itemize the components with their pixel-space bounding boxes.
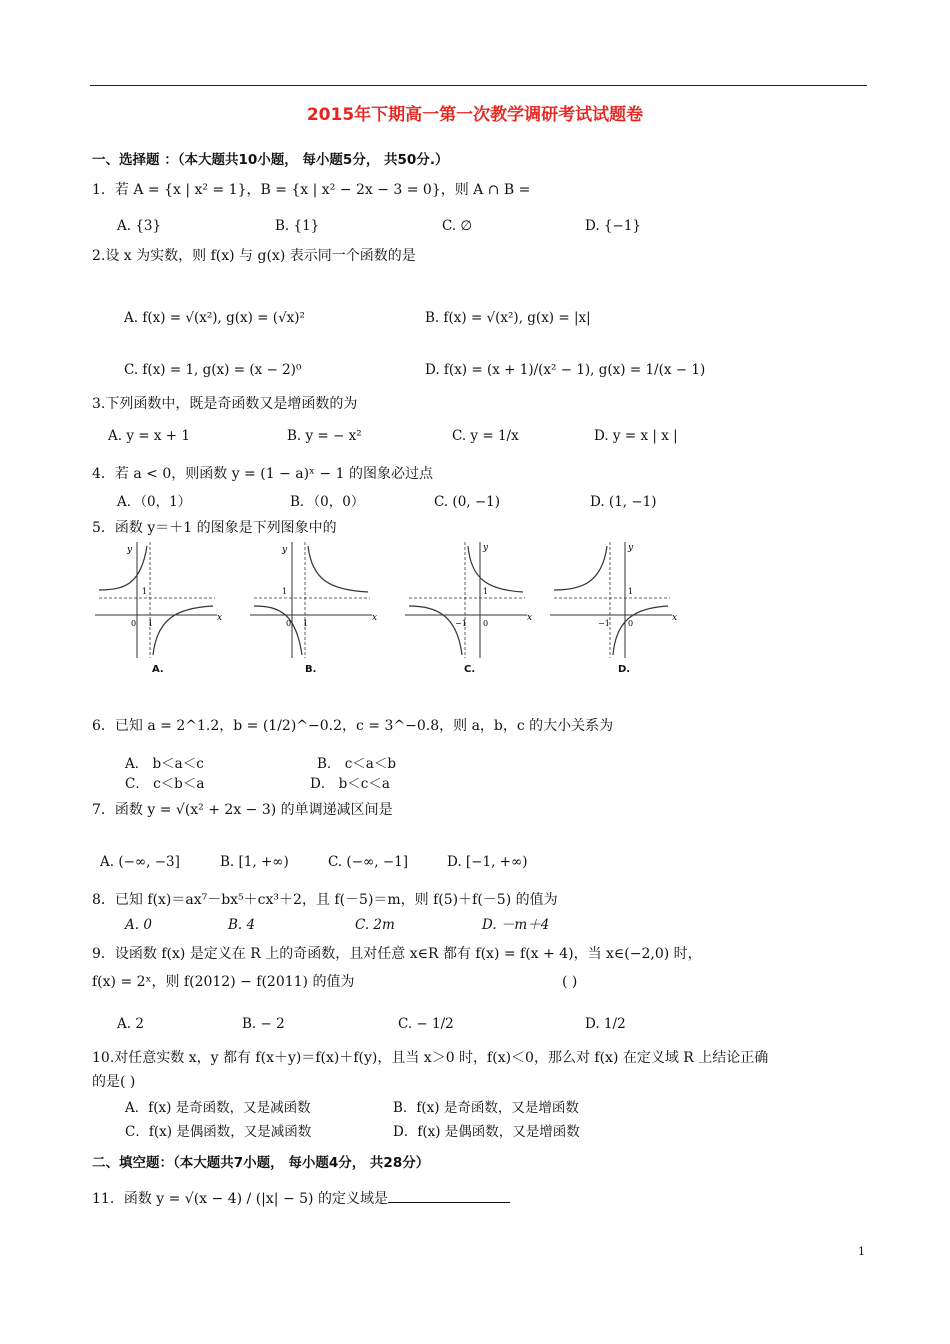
graph-b-y-label: y xyxy=(282,545,288,555)
page-title: 2015年下期高一第一次教学调研考试试题卷 xyxy=(306,105,644,125)
q4-option-d: D. (1, −1) xyxy=(590,494,657,510)
graph-a xyxy=(95,540,225,660)
q10-stem-line2: 的是( ) xyxy=(92,1074,136,1090)
q7-option-d: D. [−1, +∞) xyxy=(447,854,528,870)
graph-c-label: C. xyxy=(464,664,476,675)
graph-a-label: A. xyxy=(152,664,164,675)
q8-option-c: C. 2m xyxy=(355,917,395,933)
graph-b-tick-x: 1 xyxy=(303,619,309,628)
graph-c-curve-right xyxy=(468,546,523,592)
q10-option-a: A．f(x) 是奇函数，又是减函数 xyxy=(125,1100,311,1116)
q1-option-b: B. {1} xyxy=(275,218,320,234)
q6-stem: 6．已知 a = 2^1.2，b = (1/2)^−0.2，c = 3^−0.8，则 a，b，c 的大小关系为 xyxy=(92,718,614,734)
q9-stem-line2: f(x) = 2ˣ，则 f(2012) − f(2011) 的值为 xyxy=(92,974,355,990)
q7-option-a: A. (−∞, −3] xyxy=(100,854,180,870)
q10-stem-line1: 10.对任意实数 x，y 都有 f(x＋y)＝f(x)＋f(y)，且当 x＞0 时，f(x)＜0，那么对 f(x) 在定义域 R 上结论正确 xyxy=(92,1050,769,1066)
q2-option-d: D. f(x) = (x + 1)/(x² − 1), g(x) = 1/(x − 1) xyxy=(425,362,706,378)
q1-stem: 1．若 A = {x | x² = 1}，B = {x | x² − 2x − 3 = 0}，则 A ∩ B = xyxy=(92,182,531,198)
graph-c-tick-y: 1 xyxy=(483,587,489,596)
graph-d-origin: 0 xyxy=(628,619,634,628)
graph-a-tick-y: 1 xyxy=(142,587,148,596)
q9-option-a: A. 2 xyxy=(117,1016,144,1032)
top-rule xyxy=(90,85,867,86)
q1-option-c: C. ∅ xyxy=(442,218,473,234)
q2-option-c: C. f(x) = 1, g(x) = (x − 2)⁰ xyxy=(124,362,302,378)
graph-a-x-label: x xyxy=(217,613,223,623)
graph-c-x-label: x xyxy=(527,613,533,623)
graph-a-curve-left xyxy=(99,546,147,590)
q3-option-b: B. y = − x² xyxy=(287,428,362,444)
graph-b-curve-right xyxy=(308,546,368,592)
q4-option-b: B．（0，0） xyxy=(290,494,365,510)
section-1-heading: 一、选择题 ：（本大题共10小题， 每小题5分， 共50分.） xyxy=(92,152,449,168)
q9-option-b: B. − 2 xyxy=(242,1016,285,1032)
graph-a-origin: 0 xyxy=(131,619,137,628)
q6-option-d: D． b＜c＜a xyxy=(310,776,390,792)
q9-option-c: C. − 1/2 xyxy=(398,1016,454,1032)
q7-option-b: B. [1, +∞) xyxy=(220,854,289,870)
section-2-heading: 二、填空题：（本大题共7小题， 每小题4分， 共28分） xyxy=(92,1155,430,1171)
q11-row xyxy=(92,1188,510,1209)
q9-option-d: D. 1/2 xyxy=(585,1016,626,1032)
graph-c xyxy=(405,540,535,660)
graph-d-x-label: x xyxy=(672,613,678,623)
q4-stem: 4．若 a < 0，则函数 y = (1 − a)ˣ − 1 的图象必过点 xyxy=(92,466,433,482)
graph-d-tick-y: 1 xyxy=(628,587,634,596)
q1-option-a: A. {3} xyxy=(117,218,162,234)
q3-stem: 3.下列函数中，既是奇函数又是增函数的为 xyxy=(92,396,358,412)
q6-option-a: A． b＜a＜c xyxy=(125,756,204,772)
q7-stem: 7．函数 y = √(x² + 2x − 3) 的单调递减区间是 xyxy=(92,802,393,818)
graph-c-tick-x: −1 xyxy=(455,619,467,628)
q4-option-a: A．（0，1） xyxy=(117,494,192,510)
q2-option-b: B. f(x) = √(x²), g(x) = |x| xyxy=(425,310,591,326)
q10-option-c: C．f(x) 是偶函数，又是减函数 xyxy=(125,1124,312,1140)
q6-option-c: C． c＜b＜a xyxy=(125,776,205,792)
q1-option-d: D. {−1} xyxy=(585,218,642,234)
graph-a-curve-right xyxy=(153,606,213,655)
q6-option-b: B． c＜a＜b xyxy=(317,756,396,772)
q8-option-d: D. －m＋4 xyxy=(482,917,550,933)
q11-stem: 11．函数 y = √(x − 4) / (|x| − 5) 的定义域是 xyxy=(92,1191,388,1207)
q7-option-c: C. (−∞, −1] xyxy=(328,854,409,870)
graph-b-x-label: x xyxy=(372,613,378,623)
graph-a-y-label: y xyxy=(127,545,133,555)
graph-d-label: D. xyxy=(618,664,631,675)
graph-c-origin: 0 xyxy=(483,619,489,628)
q9-stem-line1: 9．设函数 f(x) 是定义在 R 上的奇函数，且对任意 x∈R 都有 f(x) = f(x + 4)，当 x∈(−2,0) 时， xyxy=(92,946,702,962)
q8-stem: 8．已知 f(x)＝ax⁷－bx⁵＋cx³＋2，且 f(－5)＝m，则 f(5)＋f(－5) 的值为 xyxy=(92,892,558,908)
q3-option-d: D. y = x | x | xyxy=(594,428,678,444)
q4-option-c: C. (0, −1) xyxy=(434,494,501,510)
q8-option-a: A. 0 xyxy=(125,917,152,933)
graph-d-tick-x: −1 xyxy=(598,619,610,628)
graph-d-curve-right xyxy=(613,606,668,655)
page-number: 1 xyxy=(858,1245,865,1258)
graph-d xyxy=(550,540,680,660)
graph-a-tick-x: 1 xyxy=(148,619,154,628)
q5-stem: 5．函数 y＝＋1 的图象是下列图象中的 xyxy=(92,520,337,536)
graph-d-y-label: y xyxy=(628,543,634,553)
q3-option-a: A. y = x + 1 xyxy=(108,428,190,444)
graph-b-curve-left xyxy=(254,606,302,655)
q10-option-d: D．f(x) 是偶函数，又是增函数 xyxy=(393,1124,580,1140)
q10-option-b: B．f(x) 是奇函数，又是增函数 xyxy=(393,1100,579,1116)
graph-d-curve-left xyxy=(554,546,607,590)
q11-answer-blank xyxy=(388,1188,510,1203)
graph-c-y-label: y xyxy=(483,543,489,553)
q2-option-a: A. f(x) = √(x²), g(x) = (√x)² xyxy=(124,310,305,326)
graph-b-origin: 0 xyxy=(286,619,292,628)
q3-option-c: C. y = 1/x xyxy=(452,428,519,444)
q8-option-b: B. 4 xyxy=(228,917,256,933)
graph-b xyxy=(250,540,380,660)
q2-stem: 2.设 x 为实数，则 f(x) 与 g(x) 表示同一个函数的是 xyxy=(92,248,416,264)
graph-b-tick-y: 1 xyxy=(282,587,288,596)
graph-c-curve-left xyxy=(409,606,462,655)
q9-answer-bracket: ( ) xyxy=(562,974,578,990)
graph-b-label: B. xyxy=(305,664,317,675)
